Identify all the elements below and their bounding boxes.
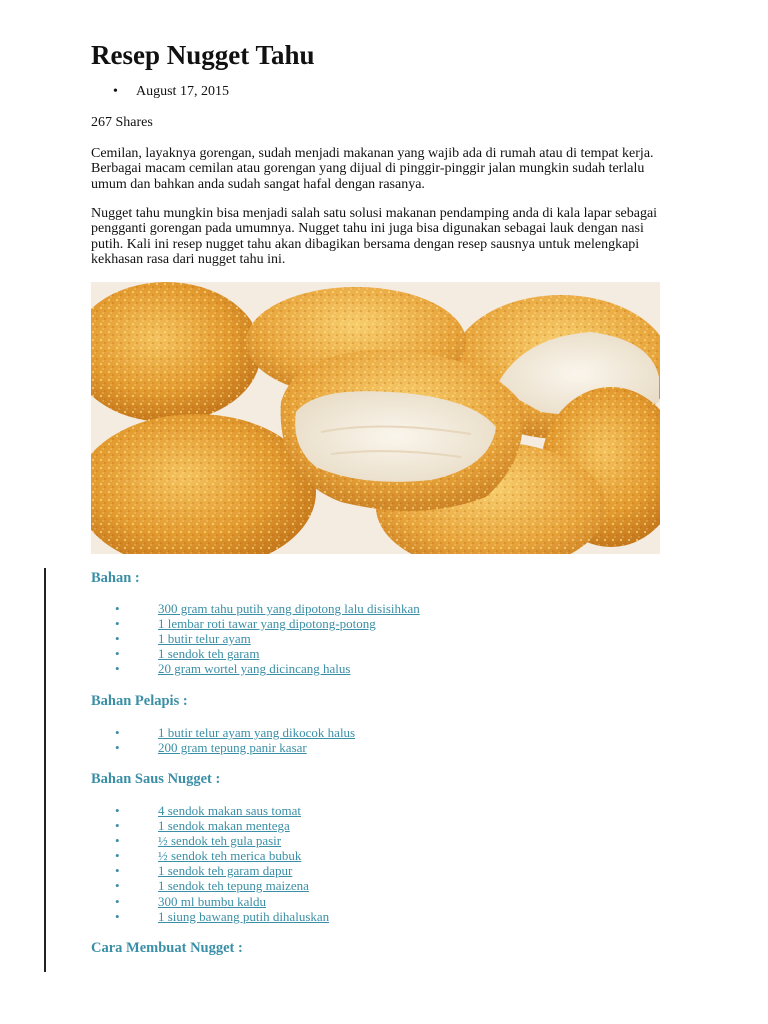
heading-cara-membuat: Cara Membuat Nugget : [91,940,243,956]
heading-bahan-saus: Bahan Saus Nugget : [91,771,221,787]
list-item[interactable]: • 1 lembar roti tawar yang dipotong-potong [91,616,420,631]
margin-rule [44,568,46,972]
list-item[interactable]: • 1 sendok teh garam dapur [91,863,329,878]
page-title: Resep Nugget Tahu [91,40,315,70]
heading-bahan-pelapis: Bahan Pelapis : [91,693,188,709]
list-bahan [91,601,420,676]
list-item[interactable]: • 1 sendok teh garam [91,646,420,661]
list-item[interactable]: • ½ sendok teh merica bubuk [91,848,329,863]
nugget-photo [91,282,660,554]
list-item[interactable]: • 300 ml bumbu kaldu [91,894,329,909]
list-item[interactable]: • 20 gram wortel yang dicincang halus [91,661,420,676]
list-item[interactable]: • 1 butir telur ayam [91,631,420,646]
heading-bahan: Bahan : [91,570,140,586]
list-item[interactable]: • 1 butir telur ayam yang dikocok halus [91,725,355,740]
list-bahan-saus [91,803,329,924]
list-bahan-pelapis [91,725,355,755]
list-item[interactable]: • 200 gram tepung panir kasar [91,740,355,755]
post-meta [91,83,229,100]
list-item[interactable]: • 1 sendok teh tepung maizena [91,878,329,893]
list-item[interactable]: • 4 sendok makan saus tomat [91,803,329,818]
list-item[interactable]: • 1 sendok makan mentega [91,818,329,833]
list-item[interactable]: • 1 siung bawang putih dihaluskan [91,909,329,924]
fried-tofu-nuggets-icon [91,282,660,554]
list-item[interactable]: • ½ sendok teh gula pasir [91,833,329,848]
share-count: 267 Shares [91,115,153,130]
intro-paragraph-2: Nugget tahu mungkin bisa menjadi salah satu solusi makanan pendamping anda di kala lapar sebagai pengganti gorengan pada umumnya. Nugget tahu ini juga bisa digunakan sebagai lauk dengan nasi putih. Kali ini resep nugget tahu akan dibagikan bersama dengan resep sausnya untuk melengkapi kekhasan rasa dari nugget tahu ini. [91,206,658,267]
post-date: • August 17, 2015 [91,83,229,100]
intro-paragraph-1: Cemilan, layaknya gorengan, sudah menjadi makanan yang wajib ada di rumah atau di tempat kerja. Berbagai macam cemilan atau gorengan yang dijual di pinggir-pinggir jalan mungkin sudah terlalu umum dan bahkan anda sudah sangat hafal dengan rasanya. [91,146,654,192]
list-item[interactable]: • 300 gram tahu putih yang dipotong lalu disisihkan [91,601,420,616]
